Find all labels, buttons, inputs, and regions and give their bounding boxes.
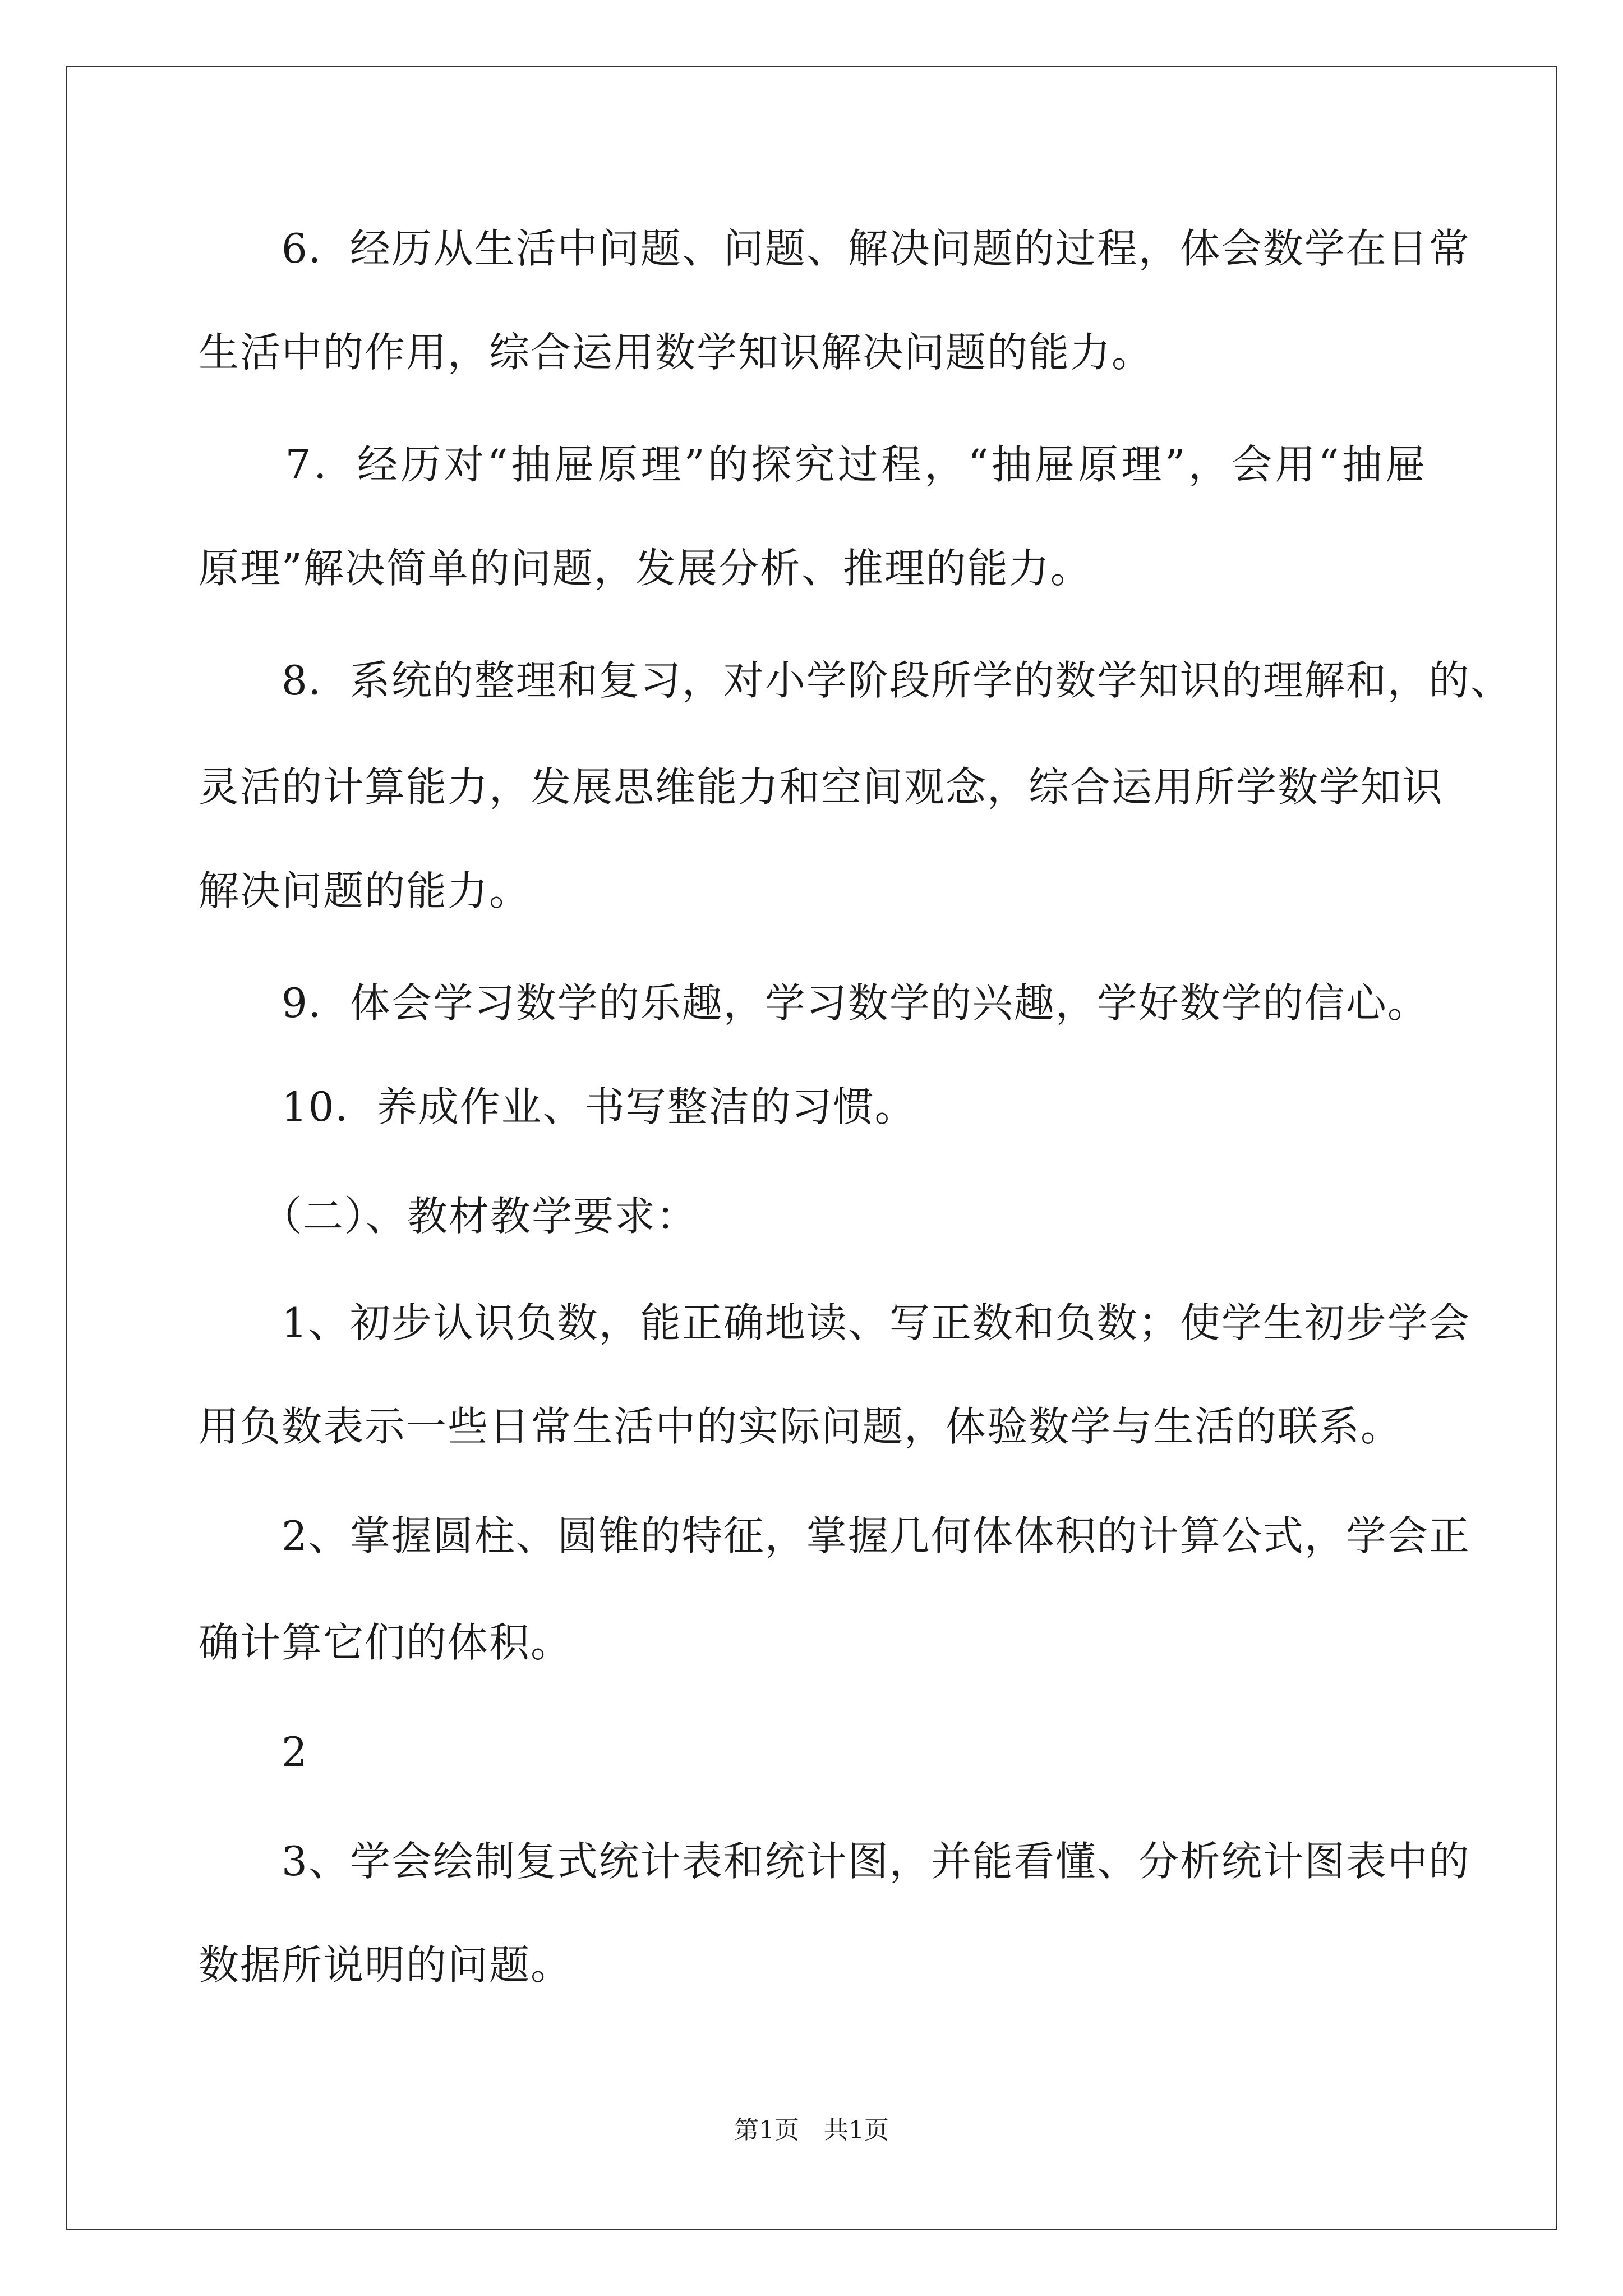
paragraph-line: 2、掌握圆柱、圆锥的特征，掌握几何体体积的计算公式，学会正 xyxy=(199,1512,1470,1559)
paragraph-line: 1、初步认识负数，能正确地读、写正数和负数；使学生初步学会 xyxy=(199,1299,1470,1346)
paragraph-line: 灵活的计算能力，发展思维能力和空间观念，综合运用所学数学知识 xyxy=(199,763,1444,811)
paragraph-line: 10．养成作业、书写整洁的习惯。 xyxy=(199,1083,916,1130)
paragraph-line: 8．系统的整理和复习，对小学阶段所学的数学知识的理解和，的、 xyxy=(199,657,1512,704)
paragraph-line: 3、学会绘制复式统计表和统计图，并能看懂、分析统计图表中的 xyxy=(199,1838,1470,1885)
paragraph-line: 2 xyxy=(199,1728,308,1775)
page-border xyxy=(66,66,1557,2230)
paragraph-line: 6．经历从生活中问题、问题、解决问题的过程，体会数学在日常 xyxy=(199,225,1470,272)
paragraph-line: 生活中的作用，综合运用数学知识解决问题的能力。 xyxy=(199,329,1154,376)
paragraph-line: 解决问题的能力。 xyxy=(199,867,531,914)
page-footer: 第1页 共1页 xyxy=(734,2116,889,2145)
paragraph-line: 确计算它们的体积。 xyxy=(199,1619,573,1666)
paragraph-line: 9．体会学习数学的乐趣，学习数学的兴趣，学好数学的信心。 xyxy=(199,979,1429,1027)
paragraph-line: 7．经历对“抽屉原理”的探究过程，“抽屉原理”，会用“抽屉 xyxy=(199,441,1427,488)
section-heading: （二）、教材教学要求： xyxy=(199,1193,698,1240)
paragraph-line: 数据所说明的问题。 xyxy=(199,1941,573,1989)
paragraph-line: 用负数表示一些日常生活中的实际问题，体验数学与生活的联系。 xyxy=(199,1403,1403,1450)
paragraph-line: 原理”解决简单的问题，发展分析、推理的能力。 xyxy=(199,545,1092,592)
